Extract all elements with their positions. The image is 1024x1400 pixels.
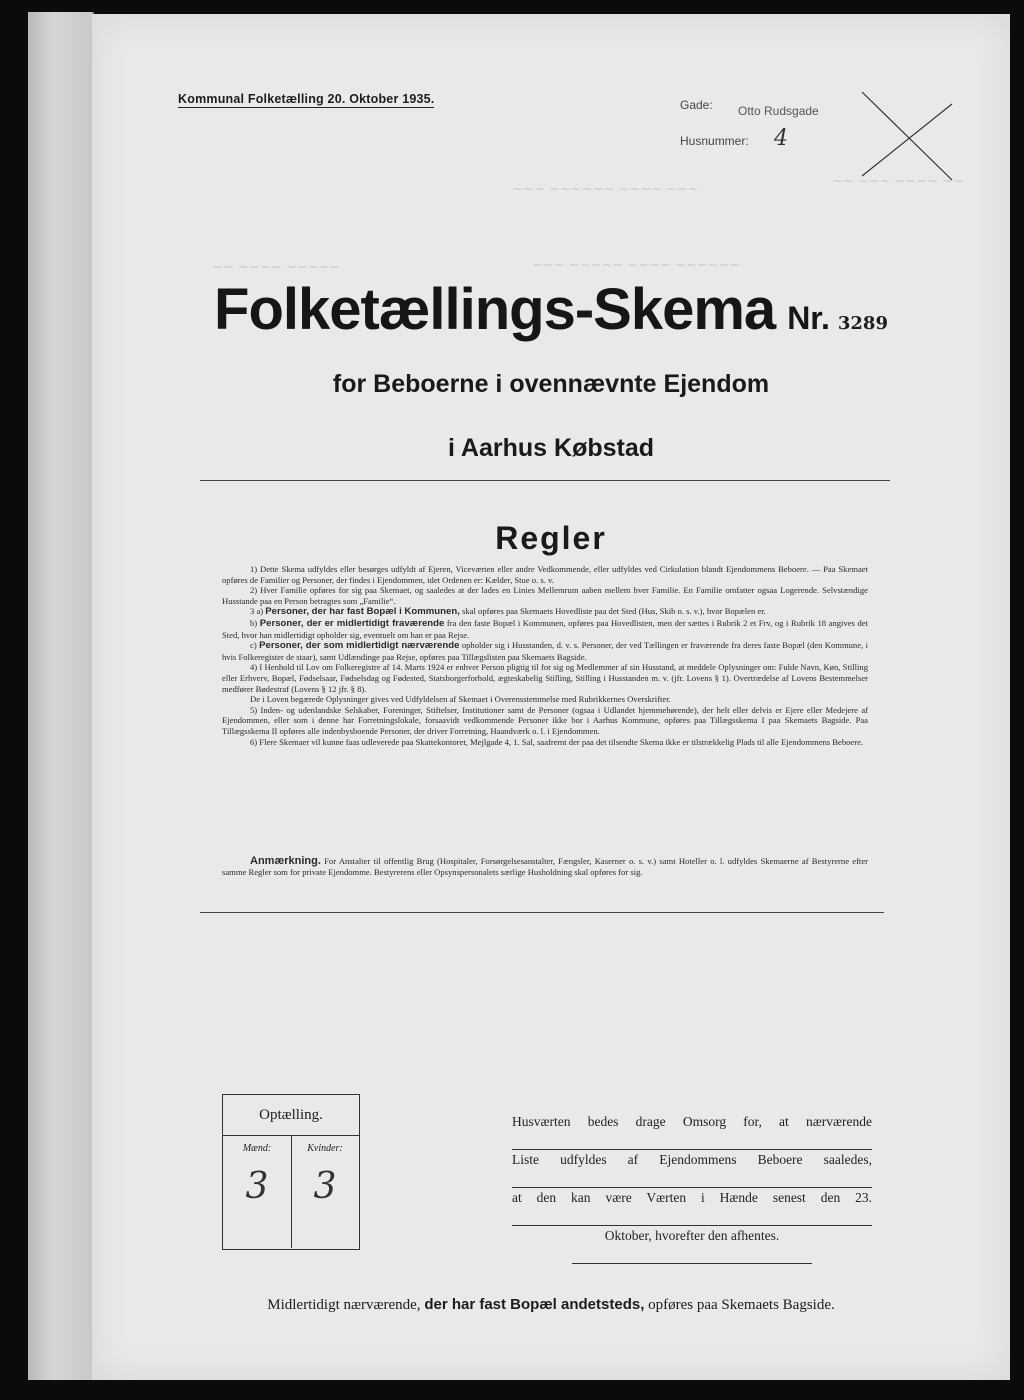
rule-4b: De i Loven begærede Oplysninger gives ved Udfyldelsen af Skemaet i Overensstemmelse med Rubrikkernes Overskrifter.: [250, 694, 671, 705]
house-number-value: 4: [774, 126, 788, 151]
rule-3c: c) Personer, der som midlertidigt nærværende opholder sig i Husstanden, d. v. s. Personer, der ved Tællingen er fraværende fra deres faste Bopæl (den Kommune, i hvis Folkeregister de staar), samt Udlændinge paa Rejse, opføres paa Tillægslisten paa Skemaets Bagside.: [222, 640, 868, 662]
house-number-label: Husnummer:: [680, 134, 749, 148]
notice-line: at den kan være Værten i Hænde senest den 23.: [512, 1190, 872, 1226]
bleed-through-text: ~~~ ~~~~~ ~~~~ ~~~~~~: [532, 258, 741, 273]
tally-men-value: 3: [245, 1166, 269, 1207]
remark-label: Anmærkning.: [250, 855, 321, 867]
rule-3a: 3 a) Personer, der har fast Bopæl i Kommunen, skal opføres paa Skemaets Hovedliste paa det Sted (Hus, Skib o. s. v.), hvor Bopælen er.: [250, 606, 766, 618]
rule-3b: b) Personer, der er midlertidigt fraværende fra den faste Bopæl i Kommunen, opføres paa Hovedlisten, men der sættes i Rubrik 2 et Frv, og i Rubrik 18 angives det Sted, hvor han midlertidigt opholder sig, eventuelt om han er paa Rejse.: [222, 617, 868, 640]
rule-5: 5) Inden- og udenlandske Selskaber, Foreninger, Stiftelser, Institutioner samt de Personer (ogsaa i Udlandet hjemmehørende), der helt eller delvis er Ejere eller Medejere af Ejendommen, eller som i denne har Forretningslokale, forsaavidt vedkommende Personer ikke bor i Aarhus Kommune, opføres paa Tillægsskema I paa Skemaets Bagside. Paa Tillægsskema II opføres alle indenbysboende Personer, der driver Forretning, Haandværk o. l. i Ejendommen.: [222, 704, 868, 736]
tally-women-value: 3: [313, 1166, 337, 1207]
divider: [200, 912, 884, 913]
census-header: Kommunal Folketælling 20. Oktober 1935.: [178, 92, 435, 106]
rules-heading: Regler: [495, 520, 607, 556]
notice-line: Oktober, hvorefter den afhentes.: [572, 1228, 812, 1264]
subtitle-residents: for Beboerne i ovennævnte Ejendom: [332, 370, 770, 398]
street-value: Otto Rudsgade: [738, 104, 819, 118]
binding-spine: [28, 12, 94, 1380]
tally-title: Optælling.: [223, 1095, 359, 1136]
rule-6: 6) Flere Skemaer vil kunne faas udleverede paa Skattekontoret, Mejlgade 4, 1. Sal, saafremt der paa det tilsendte Skema ikke er tilstrækkelig Plads til alle Ejendommens Beboere.: [250, 736, 864, 747]
tally-women-column: [291, 1135, 359, 1248]
form-title-main: Folketællings-Skema: [214, 277, 776, 342]
street-label: Gade:: [680, 98, 713, 112]
rules-text: [222, 564, 868, 747]
bleed-through-text: ~~ ~~~ ~~~~ ~~: [832, 174, 965, 189]
census-form-page: [92, 14, 1010, 1380]
form-title: [92, 276, 1010, 343]
tally-women-label: Kvinder:: [307, 1143, 343, 1154]
rule-1: 1) Dette Skema udfyldes eller besørges udfyldt af Ejeren, Viceværten eller andre Vedkommende, eller udfyldes ved Cirkulation blandt Ejendommens Beboere. — Paa Skemaet opføres de Familier og Personer, der findes i Ejendommen, idet Ordenen er: Kælder, Stue o. s. v.: [222, 564, 868, 585]
remark-text: Anmærkning. For Anstalter til offentlig Brug (Hospitaler, Forsørgelsesanstalter, Fængsler, Kaserner o. s. v.) samt Hoteller o. l. udfyldes Skemaerne af Bestyrerne efter samme Regler som for private Ejendomme. Bestyrerens eller Opsynspersonalets særlige Husholdning skal opføres for sig.: [222, 855, 868, 877]
footer-note: Midlertidigt nærværende, der har fast Bopæl andetsteds, opføres paa Skemaets Bagside.: [267, 1296, 835, 1313]
bleed-through-text: ~~~ ~~~~~~ ~~~~ ~~~: [512, 182, 699, 197]
notice-line: Liste udfyldes af Ejendommens Beboere saaledes,: [512, 1152, 872, 1188]
tally-men-label: Mænd:: [242, 1143, 272, 1154]
bleed-through-text: ~~ ~~~~ ~~~~~: [212, 260, 341, 275]
divider: [200, 480, 890, 481]
form-number-label: Nr.: [787, 300, 830, 336]
notice-line: Husværten bedes drage Omsorg for, at nærværende: [512, 1114, 872, 1150]
cross-mark: [852, 84, 962, 184]
subtitle-town: i Aarhus Købstad: [447, 434, 655, 462]
form-number: 3289: [837, 313, 888, 334]
tally-men-column: [223, 1135, 292, 1248]
rule-2: 2) Hver Familie opføres for sig paa Skemaet, og saaledes at der lades en Linies Mellemrum aaben mellem hver Familie. En Familie omfatter ogsaa Logerende. Selvstændige Husstande paa en Person betragtes som „Familie“.: [222, 585, 868, 606]
rule-4: 4) I Henhold til Lov om Folkeregistre af 14. Marts 1924 er enhver Person pligtig til for sig og Medlemmer af sin Husstand, at meddele Oplysninger om: Fulde Navn, Køn, Stilling eller Erhverv, Bopæl, Fødselsaar, Fødselsdag og Fødested, Statsborgerforhold, ægteskabelig Stilling, Stilling i Husstanden m. v. (jfr. Lovens § 1). Overtrædelse af Lovens Bestemmelser medfører Bødestraf (Lovens § 12 jfr. § 8).: [222, 662, 868, 694]
tally-box: [222, 1094, 360, 1250]
landlord-notice: [512, 1114, 872, 1266]
